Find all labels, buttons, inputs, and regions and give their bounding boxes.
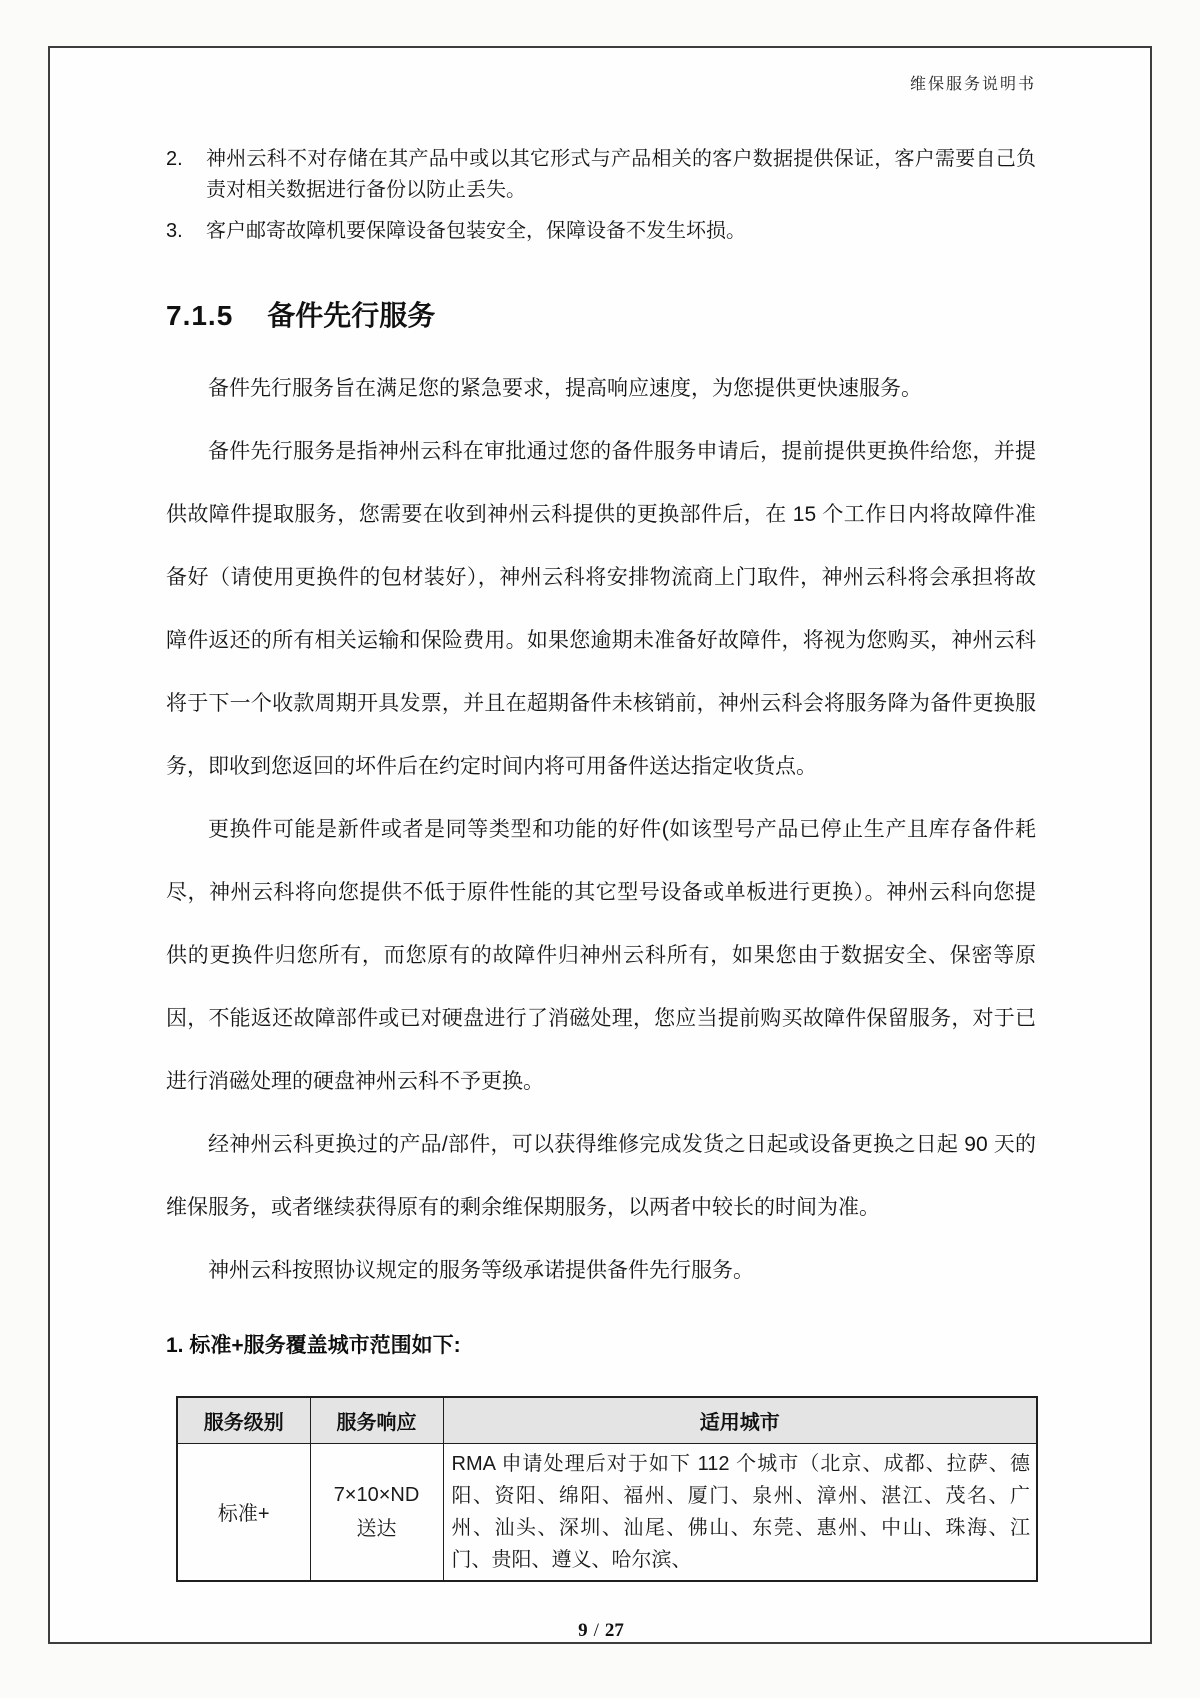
list-item: [166, 216, 1036, 247]
current-page-number: 9: [578, 1619, 588, 1641]
cell-service-response: [310, 1443, 443, 1581]
section-heading: [166, 297, 1036, 335]
response-line-1: 7×10×ND: [333, 1483, 420, 1506]
page-footer: [166, 1618, 1036, 1644]
paragraph: 备件先行服务旨在满足您的紧急要求，提高响应速度，为您提供更快速服务。: [208, 377, 922, 400]
list-item: [166, 144, 1036, 206]
paragraph: 备件先行服务是指神州云科在审批通过您的备件服务申请后，提前提供更换件给您，并提供故障件提取服务，您需要在收到神州云科提供的更换部件后，在 15 个工作日内将故障件准备好（请使用更换件的包材装好），神州云科将安排物流商上门取件，神州云科将会承担将故障件返还的所有相关运输和保险费用。如果您逾期未准备好故障件，将视为您购买，神州云科将于下一个收款周期开具发票，并且在超期备件未核销前，神州云科会将服务降为备件更换服务，即收到您返回的坏件后在约定时间内将可用备件送达指定收货点。: [166, 440, 1036, 778]
column-header-service-response: 服务响应: [310, 1397, 443, 1443]
paragraph: 神州云科按照协议规定的服务等级承诺提供备件先行服务。: [208, 1259, 754, 1282]
list-item-number: 2.: [166, 148, 183, 170]
service-coverage-table: [176, 1396, 1038, 1582]
numbered-list: [166, 144, 1036, 247]
column-header-applicable-cities: 适用城市: [443, 1397, 1037, 1443]
section-body: [166, 357, 1036, 1302]
subsection-heading: 1. 标准+服务覆盖城市范围如下:: [166, 1334, 461, 1357]
page-border-frame: [48, 46, 1152, 1644]
column-header-service-level: 服务级别: [177, 1397, 310, 1443]
table-header-row: [177, 1397, 1037, 1443]
cell-service-level: 标准+: [177, 1443, 310, 1581]
list-item-text: 客户邮寄故障机要保障设备包装安全，保障设备不发生坏损。: [206, 220, 746, 242]
total-page-count: 27: [604, 1619, 624, 1641]
section-title: 备件先行服务: [267, 300, 436, 331]
response-line-2: 送达: [356, 1517, 397, 1540]
document-header-title: 维保服务说明书: [909, 76, 1036, 93]
list-item-text: 神州云科不对存储在其产品中或以其它形式与产品相关的客户数据提供保证，客户需要自己负责对相关数据进行备份以防止丢失。: [206, 148, 1036, 201]
section-number: 7.1.5: [166, 300, 234, 331]
cell-applicable-cities: RMA 申请处理后对于如下 112 个城市（北京、成都、拉萨、德阳、资阳、绵阳、福州、厦门、泉州、漳州、湛江、茂名、广州、汕头、深圳、汕尾、佛山、东莞、惠州、中山、珠海、江门、贵阳、遵义、哈尔滨、: [443, 1443, 1037, 1581]
paragraph: 经神州云科更换过的产品/部件，可以获得维修完成发货之日起或设备更换之日起 90 天的维保服务，或者继续获得原有的剩余维保期服务，以两者中较长的时间为准。: [166, 1133, 1036, 1219]
list-item-number: 3.: [166, 220, 183, 242]
paragraph: 更换件可能是新件或者是同等类型和功能的好件(如该型号产品已停止生产且库存备件耗尽，神州云科将向您提供不低于原件性能的其它型号设备或单板进行更换）。神州云科向您提供的更换件归您所有，而您原有的故障件归神州云科所有，如果您由于数据安全、保密等原因，不能返还故障部件或已对硬盘进行了消磁处理，您应当提前购买故障件保留服务，对于已进行消磁处理的硬盘神州云科不予更换。: [166, 818, 1036, 1093]
page-number-separator: /: [593, 1619, 599, 1641]
table-row: [177, 1443, 1037, 1581]
